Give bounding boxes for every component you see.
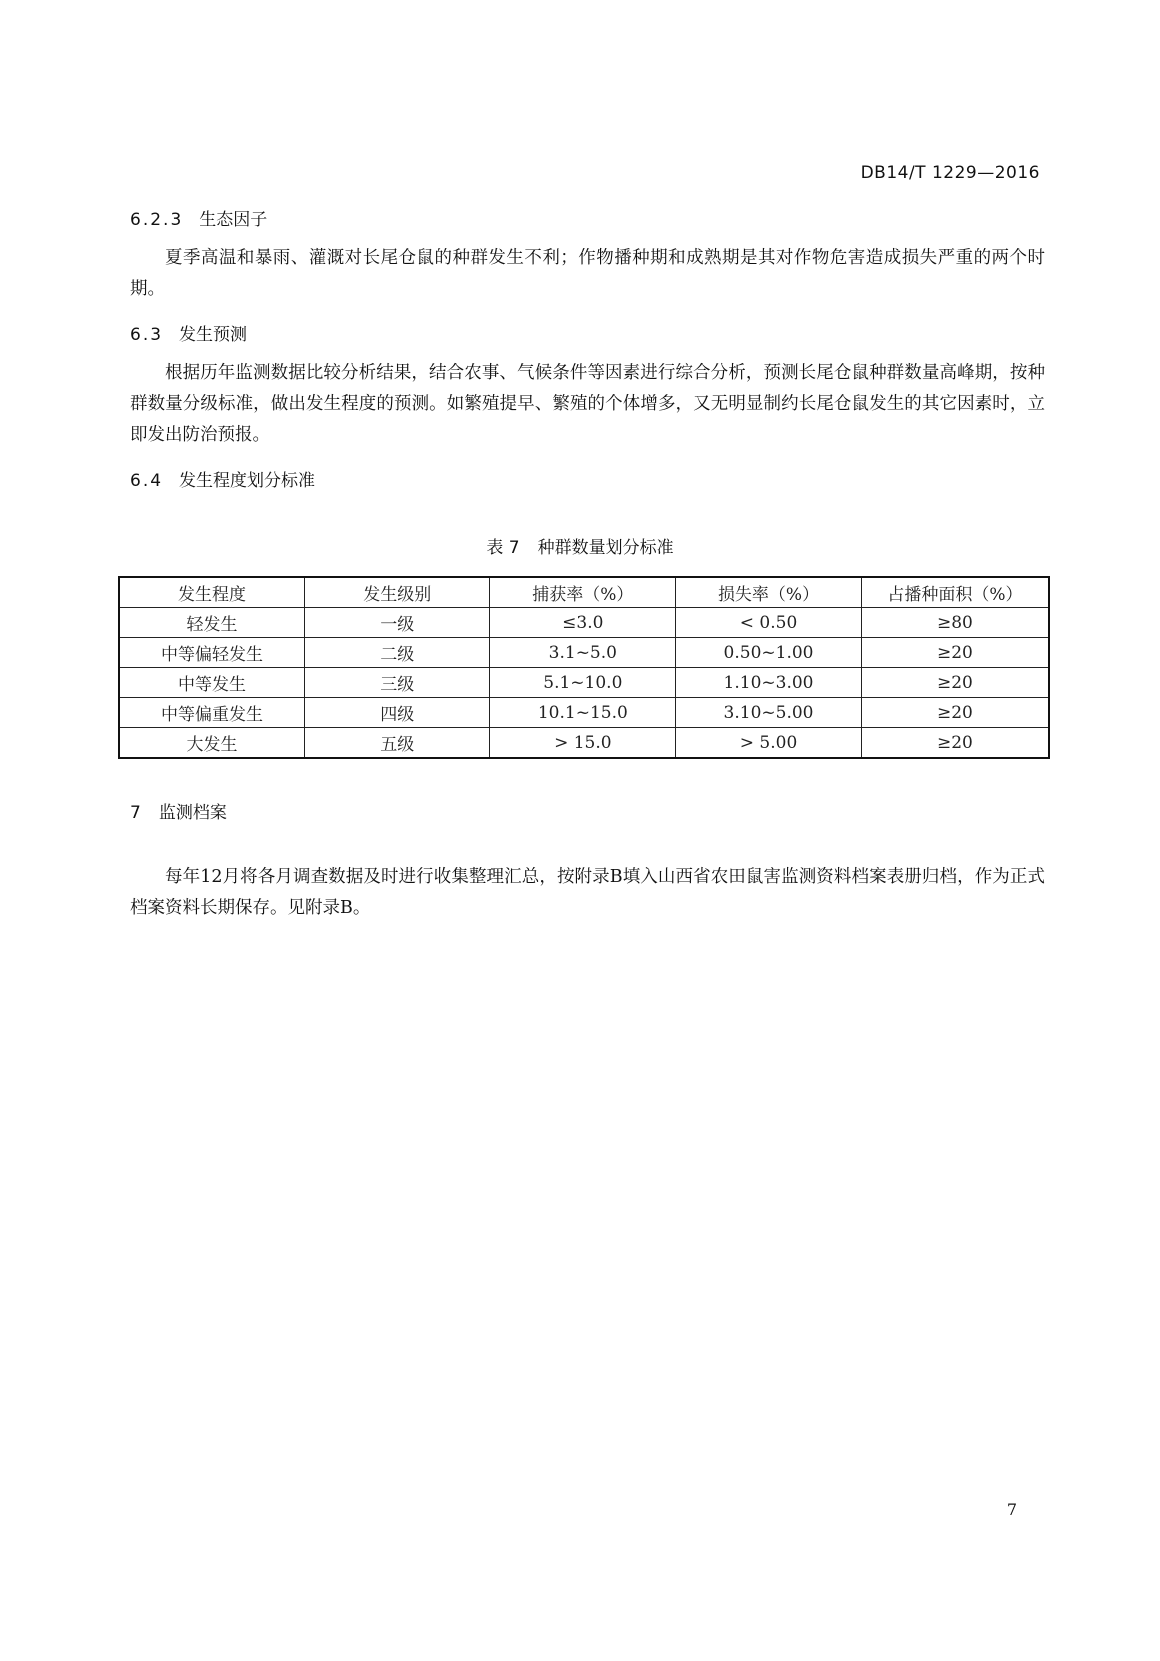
table-cell: 0.50~1.00 bbox=[676, 638, 862, 668]
table-cell: 二级 bbox=[304, 638, 489, 668]
table-cell: < 0.50 bbox=[676, 608, 862, 638]
section-number: 6.4 bbox=[130, 471, 164, 491]
table-cell: 中等偏轻发生 bbox=[119, 638, 304, 668]
section-title: 发生预测 bbox=[179, 325, 248, 345]
section-heading-6-4 bbox=[130, 466, 315, 491]
table-cell: 1.10~3.00 bbox=[676, 668, 862, 698]
table-cell: 一级 bbox=[304, 608, 489, 638]
table-cell: 中等发生 bbox=[119, 668, 304, 698]
table-cell: 轻发生 bbox=[119, 608, 304, 638]
section-number: 6.2.3 bbox=[130, 210, 184, 230]
table-cell: ≥20 bbox=[861, 668, 1049, 698]
table-cell: 中等偏重发生 bbox=[119, 698, 304, 728]
table-cell: 三级 bbox=[304, 668, 489, 698]
section-paragraph-6-3: 根据历年监测数据比较分析结果，结合农事、气候条件等因素进行综合分析，预测长尾仓鼠种群数量高峰期，按种群数量分级标准，做出发生程度的预测。如繁殖提早、繁殖的个体增多，又无明显制约长尾仓鼠发生的其它因素时，立即发出防治预报。 bbox=[130, 363, 1045, 445]
section-heading-6-3 bbox=[130, 320, 247, 345]
classification-table bbox=[118, 576, 1050, 759]
section-title: 监测档案 bbox=[158, 803, 227, 823]
table-cell: 大发生 bbox=[119, 728, 304, 759]
table-cell: > 5.00 bbox=[676, 728, 862, 759]
table-cell: ≥20 bbox=[861, 638, 1049, 668]
table-header-cell: 发生程度 bbox=[119, 577, 304, 608]
section-number: 6.3 bbox=[130, 325, 164, 345]
table-caption bbox=[0, 533, 1160, 558]
table-cell: 5.1~10.0 bbox=[490, 668, 676, 698]
section-title: 生态因子 bbox=[199, 210, 268, 230]
table-cell: ≥20 bbox=[861, 698, 1049, 728]
table-cell: 四级 bbox=[304, 698, 489, 728]
table-row bbox=[119, 638, 1049, 668]
table-header-cell: 捕获率（%） bbox=[490, 577, 676, 608]
section-heading-6-2-3 bbox=[130, 205, 267, 230]
table-header-cell: 损失率（%） bbox=[676, 577, 862, 608]
table-row bbox=[119, 668, 1049, 698]
table-header-cell: 占播种面积（%） bbox=[861, 577, 1049, 608]
table-header-row bbox=[119, 577, 1049, 608]
table-row bbox=[119, 608, 1049, 638]
table-header-cell: 发生级别 bbox=[304, 577, 489, 608]
table-number: 表 7 bbox=[486, 538, 520, 558]
table-cell: ≤3.0 bbox=[490, 608, 676, 638]
table-cell: > 15.0 bbox=[490, 728, 676, 759]
table-cell: ≥80 bbox=[861, 608, 1049, 638]
section-number: 7 bbox=[130, 803, 143, 823]
section-title: 发生程度划分标准 bbox=[179, 471, 316, 491]
table-cell: 3.1~5.0 bbox=[490, 638, 676, 668]
table-title: 种群数量划分标准 bbox=[537, 538, 674, 558]
table-cell: 10.1~15.0 bbox=[490, 698, 676, 728]
section-paragraph-6-2-3: 夏季高温和暴雨、灌溉对长尾仓鼠的种群发生不利；作物播种期和成熟期是其对作物危害造成损失严重的两个时期。 bbox=[130, 248, 1045, 299]
table-row bbox=[119, 698, 1049, 728]
table-row bbox=[119, 728, 1049, 759]
page-number: 7 bbox=[1006, 1500, 1017, 1519]
table-cell: 五级 bbox=[304, 728, 489, 759]
table-cell: 3.10~5.00 bbox=[676, 698, 862, 728]
table-cell: ≥20 bbox=[861, 728, 1049, 759]
document-code: DB14/T 1229—2016 bbox=[860, 163, 1040, 183]
section-heading-7 bbox=[130, 798, 227, 823]
section-paragraph-7: 每年12月将各月调查数据及时进行收集整理汇总，按附录B填入山西省农田鼠害监测资料档案表册归档，作为正式档案资料长期保存。见附录B。 bbox=[130, 867, 1045, 918]
